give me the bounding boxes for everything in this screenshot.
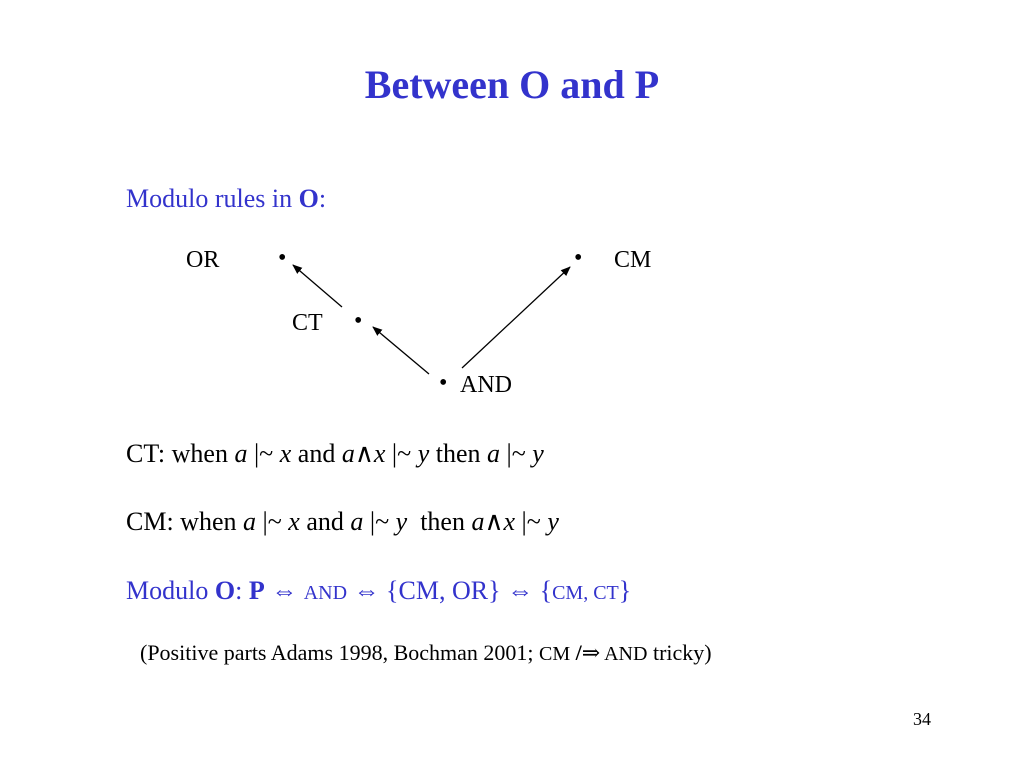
intro-colon: :	[318, 184, 327, 213]
modulo-line	[126, 574, 631, 610]
ct-var-x: x	[373, 439, 386, 468]
note-slash: /	[570, 640, 582, 665]
node-label-cm: CM	[614, 247, 652, 273]
intro-bold-o: O	[298, 184, 319, 213]
cm-rule-lead: CM: when	[126, 507, 243, 536]
cm-and-word: and	[299, 507, 351, 536]
ct-turnstile: |~	[500, 439, 533, 468]
ct-wedge-symbol: ∧	[354, 439, 374, 468]
cm-var-a: a	[243, 507, 256, 536]
ct-var-a: a	[487, 439, 501, 468]
ct-var-y: y	[417, 439, 430, 468]
slide-title: Between O and P	[364, 62, 660, 107]
note-cm: CM	[539, 643, 571, 665]
ct-turnstile: |~	[247, 439, 280, 468]
note-and: AND	[600, 643, 648, 665]
modulo-and: AND	[303, 582, 348, 604]
cm-var-x: x	[288, 507, 300, 536]
iff-symbol: ⇔	[500, 576, 540, 605]
brace-open: {	[539, 576, 553, 605]
node-label-and: AND	[460, 372, 512, 398]
reference-note	[140, 638, 712, 669]
arrow-and-to-ct	[373, 327, 429, 374]
node-label-ct: CT	[292, 310, 323, 336]
ct-var-a: a	[341, 439, 355, 468]
modulo-set-cm-or: {CM, OR}	[386, 576, 501, 605]
ct-rule-line	[126, 437, 544, 471]
modulo-bold-o: O	[214, 576, 236, 605]
arrow-ct-to-or	[293, 265, 342, 307]
ct-var-a: a	[234, 439, 248, 468]
cm-turnstile: |~	[256, 507, 289, 536]
brace-close: }	[618, 576, 632, 605]
ct-turnstile: |~	[385, 439, 418, 468]
iff-symbol: ⇔	[347, 576, 387, 605]
ct-var-y: y	[532, 439, 544, 468]
ct-rule-lead: CT: when	[126, 439, 235, 468]
modulo-lead: Modulo	[126, 576, 215, 605]
intro-line	[126, 182, 326, 216]
node-dot-ct: •	[354, 308, 363, 334]
note-tail: tricky)	[647, 640, 712, 665]
ct-and-word: and	[291, 439, 342, 468]
arrow-and-to-cm	[462, 267, 570, 368]
node-dot-and: •	[439, 370, 448, 396]
cm-var-y: y	[547, 507, 559, 536]
modulo-set-cm-ct: CM, CT	[552, 582, 619, 604]
cm-turnstile: |~	[515, 507, 548, 536]
modulo-colon: :	[235, 576, 249, 605]
implies-symbol: ⇒	[581, 640, 601, 665]
note-text: (Positive parts Adams 1998, Bochman 2001;	[140, 640, 540, 665]
cm-then-word: then	[407, 507, 472, 536]
cm-var-x: x	[503, 507, 516, 536]
modulo-bold-p: P	[248, 576, 265, 605]
page-number: 34	[913, 709, 931, 729]
node-label-or: OR	[186, 247, 220, 273]
cm-wedge-symbol: ∧	[484, 507, 504, 536]
cm-var-a: a	[471, 507, 485, 536]
cm-var-y: y	[395, 507, 408, 536]
ct-then-word: then	[429, 439, 488, 468]
intro-text: Modulo rules in	[126, 184, 299, 213]
node-dot-or: •	[278, 245, 287, 271]
cm-var-a: a	[350, 507, 364, 536]
cm-rule-line	[126, 505, 559, 539]
ct-var-x: x	[279, 439, 292, 468]
cm-turnstile: |~	[363, 507, 396, 536]
node-dot-cm: •	[574, 245, 583, 271]
iff-symbol: ⇔	[264, 576, 304, 605]
